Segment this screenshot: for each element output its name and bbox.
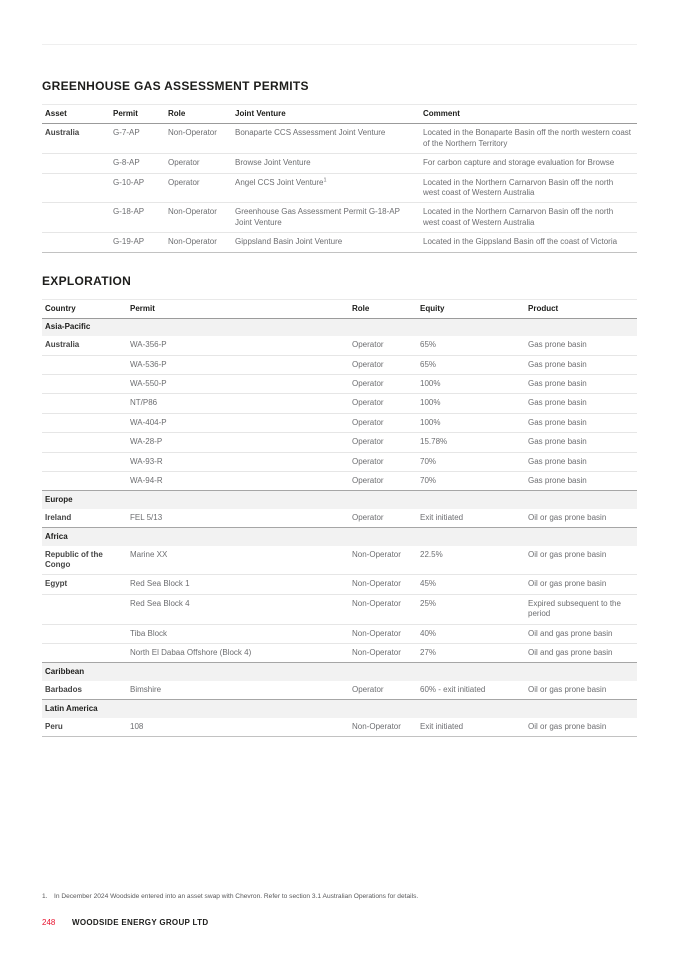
ghg-header-comment: Comment (420, 105, 637, 124)
exploration-cell-role: Operator (349, 355, 417, 374)
exploration-cell-role: Operator (349, 433, 417, 452)
exploration-cell-product: Oil or gas prone basin (528, 721, 607, 731)
footnote-text: In December 2024 Woodside entered into an asset swap with Chevron. Refer to section 3.1 Australian Operations for details. (54, 893, 419, 900)
exploration-cell-product: Gas prone basin (528, 340, 587, 350)
exploration-cell-role: Non-Operator (349, 575, 417, 594)
exploration-cell-country: Ireland (45, 512, 72, 522)
exploration-cell-country (42, 472, 127, 491)
exploration-cell-equity: 40% (417, 624, 525, 643)
ghg-cell-permit: G-8-AP (110, 154, 165, 173)
exploration-cell-equity: 22.5% (420, 549, 443, 559)
exploration-cell-role: Non-Operator (349, 594, 417, 624)
exploration-cell-product: Oil and gas prone basin (525, 643, 637, 662)
ghg-cell-role: Operator (165, 173, 232, 203)
exploration-table-row (42, 336, 637, 355)
exploration-table-header (42, 299, 637, 318)
ghg-cell-joint_venture: Gippsland Basin Joint Venture (232, 233, 420, 252)
ghg-table-header (42, 105, 637, 124)
region-section-row (42, 528, 637, 546)
ghg-cell-asset (42, 173, 110, 203)
exploration-cell-country (42, 594, 127, 624)
exploration-table-row (42, 681, 637, 700)
exploration-cell-role: Operator (352, 512, 384, 522)
exploration-table-row (42, 575, 637, 594)
exploration-cell-equity: 45% (417, 575, 525, 594)
ghg-section-title: GREENHOUSE GAS ASSESSMENT PERMITS (42, 79, 309, 93)
ghg-header-role: Role (165, 105, 232, 124)
ghg-cell-asset (42, 203, 110, 233)
exploration-cell-permit: WA-536-P (127, 355, 349, 374)
exploration-cell-permit: 108 (130, 721, 144, 731)
ghg-table-row (42, 233, 637, 252)
exploration-table-row (42, 452, 637, 471)
exploration-cell-product: Gas prone basin (525, 413, 637, 432)
exploration-table (42, 299, 637, 737)
exploration-cell-permit: Red Sea Block 1 (127, 575, 349, 594)
exploration-cell-country: Republic of the Congo (45, 549, 103, 569)
joint-venture-text: Angel CCS Joint Venture (235, 177, 324, 187)
exploration-cell-product: Oil or gas prone basin (528, 549, 607, 559)
region-section-row (42, 318, 637, 336)
exploration-cell-equity: 65% (417, 355, 525, 374)
exploration-cell-product: Gas prone basin (525, 452, 637, 471)
exploration-cell-country: Australia (45, 340, 80, 350)
top-divider (42, 44, 637, 45)
exploration-cell-permit: WA-404-P (127, 413, 349, 432)
region-section-row (42, 491, 637, 509)
exploration-cell-country: Peru (45, 721, 63, 731)
exploration-cell-role: Operator (349, 375, 417, 394)
exploration-header-product: Product (525, 299, 637, 318)
footnote (42, 893, 637, 901)
exploration-cell-product: Oil or gas prone basin (528, 512, 607, 522)
exploration-cell-country (42, 433, 127, 452)
exploration-cell-country (42, 643, 127, 662)
exploration-cell-product: Expired subsequent to the period (525, 594, 637, 624)
exploration-cell-product: Gas prone basin (525, 472, 637, 491)
ghg-cell-joint_venture: Greenhouse Gas Assessment Permit G-18-AP Joint Venture (232, 203, 420, 233)
exploration-cell-product: Gas prone basin (525, 375, 637, 394)
ghg-cell-permit: G-18-AP (110, 203, 165, 233)
exploration-table-row (42, 546, 637, 575)
region-section-row (42, 700, 637, 718)
ghg-cell-joint_venture: Browse Joint Venture (232, 154, 420, 173)
ghg-header-joint-venture: Joint Venture (232, 105, 420, 124)
exploration-cell-country: Barbados (45, 684, 82, 694)
ghg-cell-role: Operator (165, 154, 232, 173)
ghg-cell-comment: For carbon capture and storage evaluation for Browse (420, 154, 637, 173)
page-footer (42, 918, 208, 927)
ghg-cell-comment: Located in the Gippsland Basin off the coast of Victoria (420, 233, 637, 252)
exploration-table-row (42, 433, 637, 452)
region-label: Caribbean (42, 663, 637, 681)
ghg-table (42, 104, 637, 253)
exploration-cell-equity: 25% (417, 594, 525, 624)
exploration-cell-permit: FEL 5/13 (130, 512, 163, 522)
exploration-section-title: EXPLORATION (42, 273, 132, 288)
region-label: Africa (42, 528, 637, 546)
exploration-header-country: Country (42, 299, 127, 318)
exploration-cell-equity: 70% (417, 452, 525, 471)
exploration-cell-country (42, 624, 127, 643)
exploration-table-row (42, 624, 637, 643)
ghg-cell-asset: Australia (45, 128, 80, 138)
exploration-cell-role: Operator (349, 394, 417, 413)
ghg-header-asset: Asset (42, 105, 110, 124)
ghg-table-row (42, 173, 637, 203)
exploration-cell-permit: WA-93-R (127, 452, 349, 471)
exploration-cell-permit: Tiba Block (127, 624, 349, 643)
exploration-table-row (42, 509, 637, 528)
exploration-cell-product: Gas prone basin (525, 394, 637, 413)
exploration-table-row (42, 718, 637, 737)
ghg-cell-role: Non-Operator (168, 128, 217, 138)
ghg-header-permit: Permit (110, 105, 165, 124)
exploration-cell-equity: 65% (420, 340, 437, 350)
ghg-cell-comment: Located in the Bonaparte Basin off the north western coast of the Northern Territory (423, 128, 631, 148)
ghg-cell-permit: G-10-AP (110, 173, 165, 203)
exploration-header-equity: Equity (417, 299, 525, 318)
exploration-cell-equity: 100% (417, 375, 525, 394)
exploration-cell-permit: North El Dabaa Offshore (Block 4) (127, 643, 349, 662)
exploration-cell-role: Non-Operator (349, 624, 417, 643)
ghg-table-row (42, 203, 637, 233)
ghg-cell-role: Non-Operator (165, 203, 232, 233)
exploration-table-row (42, 355, 637, 374)
exploration-cell-country (42, 394, 127, 413)
exploration-cell-country: Egypt (42, 575, 127, 594)
exploration-cell-country (42, 413, 127, 432)
exploration-table-row (42, 413, 637, 432)
region-section-row (42, 663, 637, 681)
exploration-table-row (42, 375, 637, 394)
exploration-cell-permit: WA-356-P (130, 340, 167, 350)
exploration-cell-equity: 15.78% (417, 433, 525, 452)
exploration-header-permit: Permit (127, 299, 349, 318)
ghg-table-row (42, 154, 637, 173)
region-label: Europe (42, 491, 637, 509)
exploration-cell-equity: 70% (417, 472, 525, 491)
exploration-cell-role: Operator (349, 472, 417, 491)
exploration-cell-permit: WA-28-P (127, 433, 349, 452)
company-name: WOODSIDE ENERGY GROUP LTD (72, 918, 209, 927)
exploration-cell-permit: Red Sea Block 4 (127, 594, 349, 624)
ghg-cell-comment: Located in the Northern Carnarvon Basin off the north west coast of Western Australia (420, 173, 637, 203)
exploration-cell-role: Operator (349, 413, 417, 432)
ghg-cell-asset (42, 233, 110, 252)
ghg-cell-comment: Located in the Northern Carnarvon Basin off the north west coast of Western Australia (420, 203, 637, 233)
ghg-cell-joint_venture (232, 173, 420, 203)
exploration-cell-product: Oil and gas prone basin (525, 624, 637, 643)
exploration-cell-product: Gas prone basin (525, 355, 637, 374)
exploration-cell-role: Non-Operator (352, 549, 401, 559)
exploration-cell-country (42, 452, 127, 471)
exploration-header-role: Role (349, 299, 417, 318)
exploration-cell-role: Operator (349, 452, 417, 471)
exploration-cell-equity: 27% (417, 643, 525, 662)
exploration-table-body (42, 318, 637, 736)
exploration-cell-product: Oil or gas prone basin (528, 684, 607, 694)
exploration-cell-permit: NT/P86 (127, 394, 349, 413)
exploration-cell-permit: WA-550-P (127, 375, 349, 394)
footnote-marker: 1. (42, 893, 48, 900)
exploration-cell-equity: 100% (417, 413, 525, 432)
ghg-cell-permit: G-7-AP (113, 128, 140, 138)
exploration-cell-equity: Exit initiated (420, 721, 464, 731)
ghg-cell-role: Non-Operator (165, 233, 232, 252)
exploration-cell-country (42, 355, 127, 374)
ghg-table-body (42, 124, 637, 252)
exploration-table-row (42, 643, 637, 662)
exploration-cell-role: Operator (352, 340, 384, 350)
exploration-cell-role: Non-Operator (349, 643, 417, 662)
ghg-table-row (42, 124, 637, 154)
ghg-cell-permit: G-19-AP (110, 233, 165, 252)
exploration-cell-permit: Marine XX (130, 549, 168, 559)
exploration-cell-product: Gas prone basin (525, 433, 637, 452)
exploration-cell-role: Operator (352, 684, 384, 694)
exploration-cell-permit: Bimshire (130, 684, 162, 694)
footnote-ref: 1 (323, 176, 327, 183)
exploration-table-row (42, 472, 637, 491)
page-number: 248 (42, 918, 56, 927)
exploration-cell-equity: Exit initiated (420, 512, 464, 522)
ghg-cell-joint_venture: Bonaparte CCS Assessment Joint Venture (235, 128, 386, 138)
exploration-cell-equity: 60% - exit initiated (420, 684, 486, 694)
exploration-cell-permit: WA-94-R (127, 472, 349, 491)
exploration-cell-role: Non-Operator (352, 721, 401, 731)
exploration-table-row (42, 594, 637, 624)
exploration-cell-product: Oil or gas prone basin (525, 575, 637, 594)
region-label: Latin America (42, 700, 637, 718)
region-label: Asia-Pacific (42, 318, 637, 336)
exploration-table-row (42, 394, 637, 413)
ghg-cell-asset (42, 154, 110, 173)
exploration-cell-country (42, 375, 127, 394)
exploration-cell-equity: 100% (417, 394, 525, 413)
